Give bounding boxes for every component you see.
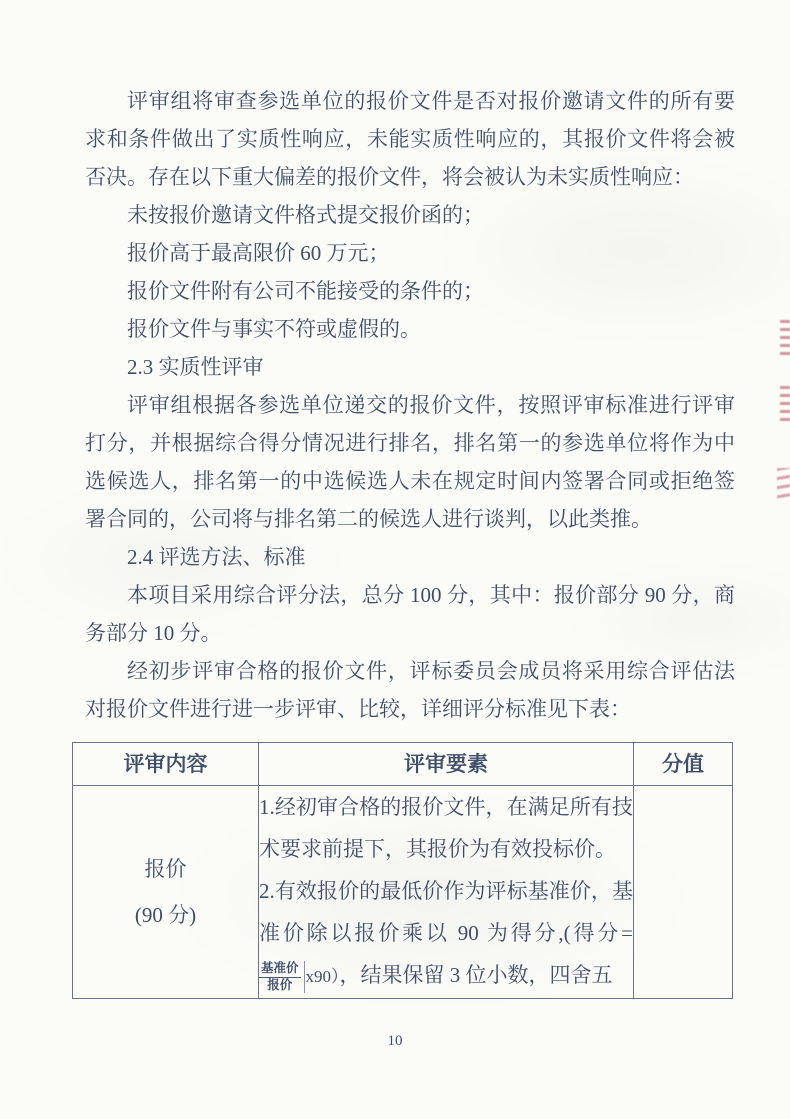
red-stamp-fragment xyxy=(780,386,790,426)
deviation-item-1: 未按报价邀请文件格式提交报价函的； xyxy=(127,203,484,227)
cell-score-value xyxy=(634,786,733,999)
item-name: 报价 xyxy=(144,857,187,881)
header-review-content: 评审内容 xyxy=(73,743,259,786)
deviation-item-3: 报价文件附有公司不能接受的条件的； xyxy=(127,279,484,303)
header-score: 分值 xyxy=(634,743,733,786)
table-row-price xyxy=(73,786,733,999)
page-number: 10 xyxy=(387,1033,403,1049)
document-body xyxy=(85,82,735,999)
table-header-row xyxy=(73,743,733,786)
item-points: (90 分) xyxy=(134,903,197,927)
factor-2 xyxy=(259,870,633,998)
factor-2-intro: 2.有效报价的最低价作为评标基准价，基准价除以报价乘以 90 为得分,(得分= xyxy=(259,879,633,945)
deviation-item-4: 报价文件与事实不符或虚假的。 xyxy=(127,317,421,341)
section-2-4-body-1: 本项目采用综合评分法，总分 100 分，其中：报价部分 90 分，商务部分 10 分。 xyxy=(85,583,735,645)
section-2-3-body: 评审组根据各参选单位递交的报价文件，按照评审标准进行评审打分，并根据综合得分情况进行排名，排名第一的参选单位将作为中选候选人，排名第一的中选候选人未在规定时间内签署合同或拒绝签署合同的，公司将与排名第二的候选人进行谈判，以此类推。 xyxy=(85,393,735,531)
factor-1: 1.经初审合格的报价文件，在满足所有技术要求前提下，其报价为有效投标价。 xyxy=(259,795,633,861)
red-stamp-fragment xyxy=(780,320,790,360)
cell-review-factors xyxy=(259,786,634,999)
header-review-factors: 评审要素 xyxy=(259,743,634,786)
fraction-denominator: 报价 xyxy=(267,977,293,992)
scoring-criteria-table xyxy=(72,742,733,999)
paragraph-substantive-response: 评审组将审查参选单位的报价文件是否对报价邀请文件的所有要求和条件做出了实质性响应，未能实质性响应的，其报价文件将会被否决。存在以下重大偏差的报价文件，将会被认为未实质性响应： xyxy=(85,89,735,189)
section-2-3-heading: 2.3 实质性评审 xyxy=(127,355,264,379)
red-stamp-fragment xyxy=(777,468,790,500)
section-2-4-body-2: 经初步评审合格的报价文件，评标委员会成员将采用综合评估法对报价文件进行进一步评审、比较，详细评分标准见下表： xyxy=(85,659,735,721)
deviation-item-2: 报价高于最高限价 60 万元； xyxy=(127,241,390,265)
fraction-multiplier: x90） xyxy=(305,967,340,986)
cell-review-content xyxy=(73,786,259,999)
section-2-4-heading: 2.4 评选方法、标准 xyxy=(127,545,306,569)
fraction-benchmark-over-price xyxy=(259,961,305,993)
fraction-numerator: 基准价 xyxy=(259,961,301,978)
factor-2-tail: ，结果保留 3 位小数，四舍五 xyxy=(339,963,613,987)
